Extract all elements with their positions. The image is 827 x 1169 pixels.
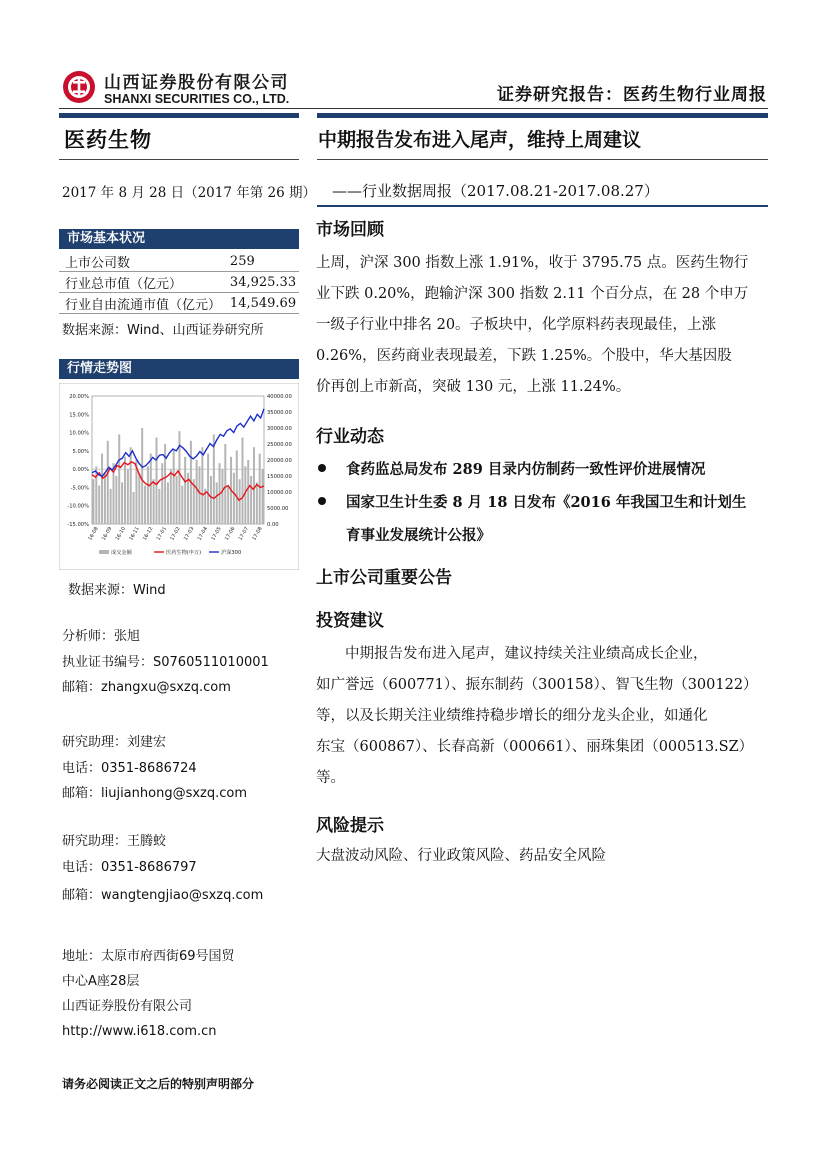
- x-tick-label: 17-03: [182, 526, 196, 542]
- analyst-email[interactable]: 邮箱：zhangxu@sxzq.com: [62, 680, 231, 695]
- y-right-tick-label: 0.00: [267, 522, 279, 528]
- volume-bar: [241, 438, 243, 524]
- volume-bar: [167, 482, 169, 524]
- y-right-tick-label: 30000.00: [267, 426, 292, 432]
- volume-bar: [256, 482, 258, 524]
- table-row: [59, 251, 299, 272]
- report-type-title: 证券研究报告：医药生物行业周报: [497, 85, 767, 105]
- y-right-tick-label: 20000.00: [267, 458, 292, 464]
- table-row: [59, 272, 299, 293]
- market-stats-table: [59, 251, 299, 314]
- volume-bar: [141, 428, 143, 524]
- assistant2-email[interactable]: 邮箱：wangtengjiao@sxzq.com: [62, 888, 264, 903]
- x-tick-label: 17-05: [210, 526, 223, 542]
- text-line: 上周，沪深 300 指数上涨 1.91%，收于 3795.75 点。医药生物行: [316, 255, 749, 271]
- volume-bar: [101, 454, 103, 524]
- x-tick-label: 16-09: [100, 526, 114, 542]
- left-title-divider: [59, 159, 299, 160]
- x-tick-label: 16-12: [141, 526, 155, 542]
- volume-bar: [144, 486, 146, 524]
- text-line: 如广誉远（600771）、振东制药（300158）、智飞生物（300122）: [316, 677, 758, 693]
- bullet-icon: [318, 497, 326, 505]
- risk-heading: 风险提示: [316, 816, 384, 836]
- volume-bar: [236, 450, 238, 524]
- company-website-link[interactable]: http://www.i618.com.cn: [62, 1024, 217, 1039]
- y-left-tick-label: 0.00%: [72, 467, 89, 474]
- text-line: 价再创上市新高，突破 130 元，上涨 11.24%。: [316, 379, 631, 395]
- volume-bar: [210, 476, 212, 524]
- legend-label: 沪深300: [221, 550, 242, 556]
- legend-label: 医药生物(申万): [166, 550, 202, 556]
- volume-bar: [130, 447, 132, 524]
- stat-value: 14,549.69: [228, 293, 299, 314]
- volume-bar: [196, 460, 198, 524]
- x-tick-label: 17-08: [251, 526, 264, 542]
- assistant1-phone: 电话：0351-8686724: [62, 761, 197, 776]
- stat-value: 259: [228, 251, 299, 272]
- volume-bar: [161, 463, 163, 524]
- text-line: 一级子行业中排名 20。子板块中，化学原料药表现最佳，上涨: [316, 317, 717, 333]
- trend-data-source: 数据来源：Wind: [68, 583, 166, 598]
- market-data-source: 数据来源：Wind、山西证券研究所: [62, 323, 264, 338]
- x-tick-label: 17-07: [237, 526, 251, 542]
- volume-bar: [98, 486, 100, 524]
- company-name-en: SHANXI SECURITIES CO., LTD.: [104, 92, 290, 106]
- volume-bar: [150, 454, 152, 524]
- y-left-tick-label: 10.00%: [69, 430, 89, 437]
- volume-bar: [253, 447, 255, 524]
- volume-bar: [138, 473, 140, 524]
- volume-bar: [239, 479, 241, 524]
- stat-label: 上市公司数: [59, 251, 228, 272]
- volume-bar: [184, 457, 186, 524]
- trend-box-header: 行情走势图: [59, 359, 299, 379]
- y-left-tick-label: 5.00%: [72, 448, 89, 455]
- volume-bar: [216, 482, 218, 524]
- left-column-bar: [59, 113, 299, 118]
- text-line: 东宝（600867）、长春高新（000661）、丽珠集团（000513.SZ）: [316, 739, 754, 755]
- volume-bar: [224, 444, 226, 524]
- legend-label: 成交金额: [111, 550, 132, 556]
- y-left-tick-label: 20.00%: [69, 394, 89, 400]
- address-line-2: 中心A座28层: [62, 974, 140, 989]
- investment-advice-heading: 投资建议: [316, 611, 384, 631]
- volume-bar: [104, 473, 106, 524]
- assistant1-name: 研究助理：刘建宏: [62, 735, 167, 750]
- stat-value: 34,925.33: [228, 272, 299, 293]
- stat-label: 行业总市值（亿元）: [59, 272, 228, 293]
- volume-bar: [221, 470, 223, 524]
- x-tick-label: 17-02: [169, 526, 182, 542]
- y-right-tick-label: 40000.00: [267, 394, 292, 400]
- report-date: 2017 年 8 月 28 日（2017 年第 26 期）: [62, 185, 316, 201]
- industry-news-heading: 行业动态: [316, 427, 384, 447]
- company-logo-icon: [62, 70, 96, 104]
- text-line: 业下跌 0.20%，跑输沪深 300 指数 2.11 个百分点，在 28 个申万: [316, 286, 749, 302]
- stat-label: 行业自由流通市值（亿元）: [59, 293, 228, 314]
- table-row: [59, 293, 299, 314]
- volume-bar: [207, 454, 209, 524]
- volume-bar: [176, 476, 178, 524]
- volume-bar: [201, 447, 203, 524]
- volume-bar: [259, 454, 261, 524]
- text-line: 等，以及长期关注业绩维持稳步增长的细分龙头企业，如通化: [316, 708, 708, 724]
- volume-bar: [115, 476, 117, 524]
- market-box-header: 市场基本状况: [59, 229, 299, 249]
- y-left-tick-label: -15.00%: [67, 522, 89, 528]
- volume-bar: [127, 470, 129, 524]
- volume-bar: [250, 476, 252, 524]
- assistant1-email[interactable]: 邮箱：liujianhong@sxzq.com: [62, 786, 248, 801]
- y-left-tick-label: 15.00%: [69, 412, 89, 419]
- legend-swatch: [99, 550, 109, 554]
- announcements-heading: 上市公司重要公告: [316, 568, 452, 588]
- disclaimer-note: 请务必阅读正文之后的特别声明部分: [62, 1077, 255, 1091]
- assistant2-name: 研究助理：王腾蛟: [62, 834, 167, 849]
- volume-bar: [153, 479, 155, 524]
- volume-bar: [247, 460, 249, 524]
- volume-bar: [118, 434, 120, 524]
- volume-bar: [158, 489, 160, 524]
- volume-bar: [198, 466, 200, 524]
- report-subtitle: ——行业数据周报（2017.08.21-2017.08.27）: [332, 182, 659, 200]
- y-right-tick-label: 25000.00: [267, 442, 292, 448]
- news-item-2-line-1: 国家卫生计生委 8 月 18 日发布《2016 年我国卫生和计划生: [346, 494, 747, 511]
- y-left-tick-label: -10.00%: [67, 503, 89, 510]
- y-right-tick-label: 5000.00: [267, 506, 289, 512]
- volume-bar: [227, 486, 229, 524]
- industry-title: 医药生物: [64, 127, 152, 152]
- text-line: 0.26%，医药商业表现最差，下跌 1.25%。个股中，华大基因股: [316, 348, 732, 364]
- text-line: 等。: [316, 770, 345, 786]
- report-headline: 中期报告发布进入尾声，维持上周建议: [318, 129, 642, 151]
- volume-bar: [133, 492, 135, 524]
- x-tick-label: 17-04: [196, 526, 210, 542]
- text-line: 中期报告发布进入尾声，建议持续关注业绩高成长企业，: [345, 646, 708, 662]
- address-line-1: 地址：太原市府西街69号国贸: [62, 949, 235, 964]
- subtitle-divider: [317, 205, 768, 207]
- y-right-tick-label: 10000.00: [267, 490, 292, 496]
- volume-bar: [181, 486, 183, 524]
- investment-advice-text: [316, 639, 768, 794]
- volume-bar: [155, 438, 157, 524]
- x-tick-label: 17-01: [155, 526, 169, 542]
- bullet-icon: [318, 464, 326, 472]
- y-right-tick-label: 15000.00: [267, 474, 292, 480]
- right-column-bar: [317, 113, 768, 118]
- analyst-name: 分析师：张旭: [62, 629, 141, 644]
- assistant2-phone: 电话：0351-8686797: [62, 860, 197, 875]
- market-review-heading: 市场回顾: [316, 220, 384, 240]
- x-tick-label: 16-11: [128, 526, 141, 542]
- analyst-license: 执业证书编号：S0760511010001: [62, 655, 269, 670]
- volume-bar: [233, 473, 235, 524]
- risk-text: 大盘波动风险、行业政策风险、药品安全风险: [316, 848, 606, 864]
- volume-bar: [110, 489, 112, 524]
- market-review-text: [316, 248, 768, 403]
- volume-bar: [121, 482, 123, 524]
- y-left-tick-label: -5.00%: [70, 485, 89, 492]
- right-title-divider: [317, 159, 768, 160]
- volume-bar: [262, 470, 264, 524]
- x-tick-label: 16-08: [87, 526, 100, 542]
- volume-bar: [124, 457, 126, 524]
- volume-bar: [170, 470, 172, 524]
- volume-bar: [244, 466, 246, 524]
- company-name-cn: 山西证券股份有限公司: [104, 73, 289, 93]
- company-name: 山西证券股份有限公司: [62, 999, 193, 1014]
- news-item-1: 食药监总局发布 289 目录内仿制药一致性评价进展情况: [346, 461, 706, 478]
- volume-bar: [107, 441, 109, 524]
- volume-bar: [147, 466, 149, 524]
- y-right-tick-label: 35000.00: [267, 410, 292, 416]
- volume-bar: [173, 450, 175, 524]
- x-tick-label: 16-10: [114, 526, 128, 542]
- news-item-2-line-2: 育事业发展统计公报》: [346, 527, 491, 544]
- x-tick-label: 17-06: [223, 526, 237, 542]
- header-divider: [59, 108, 768, 109]
- trend-chart: [59, 383, 299, 570]
- volume-bar: [213, 434, 215, 524]
- volume-bar: [92, 479, 94, 524]
